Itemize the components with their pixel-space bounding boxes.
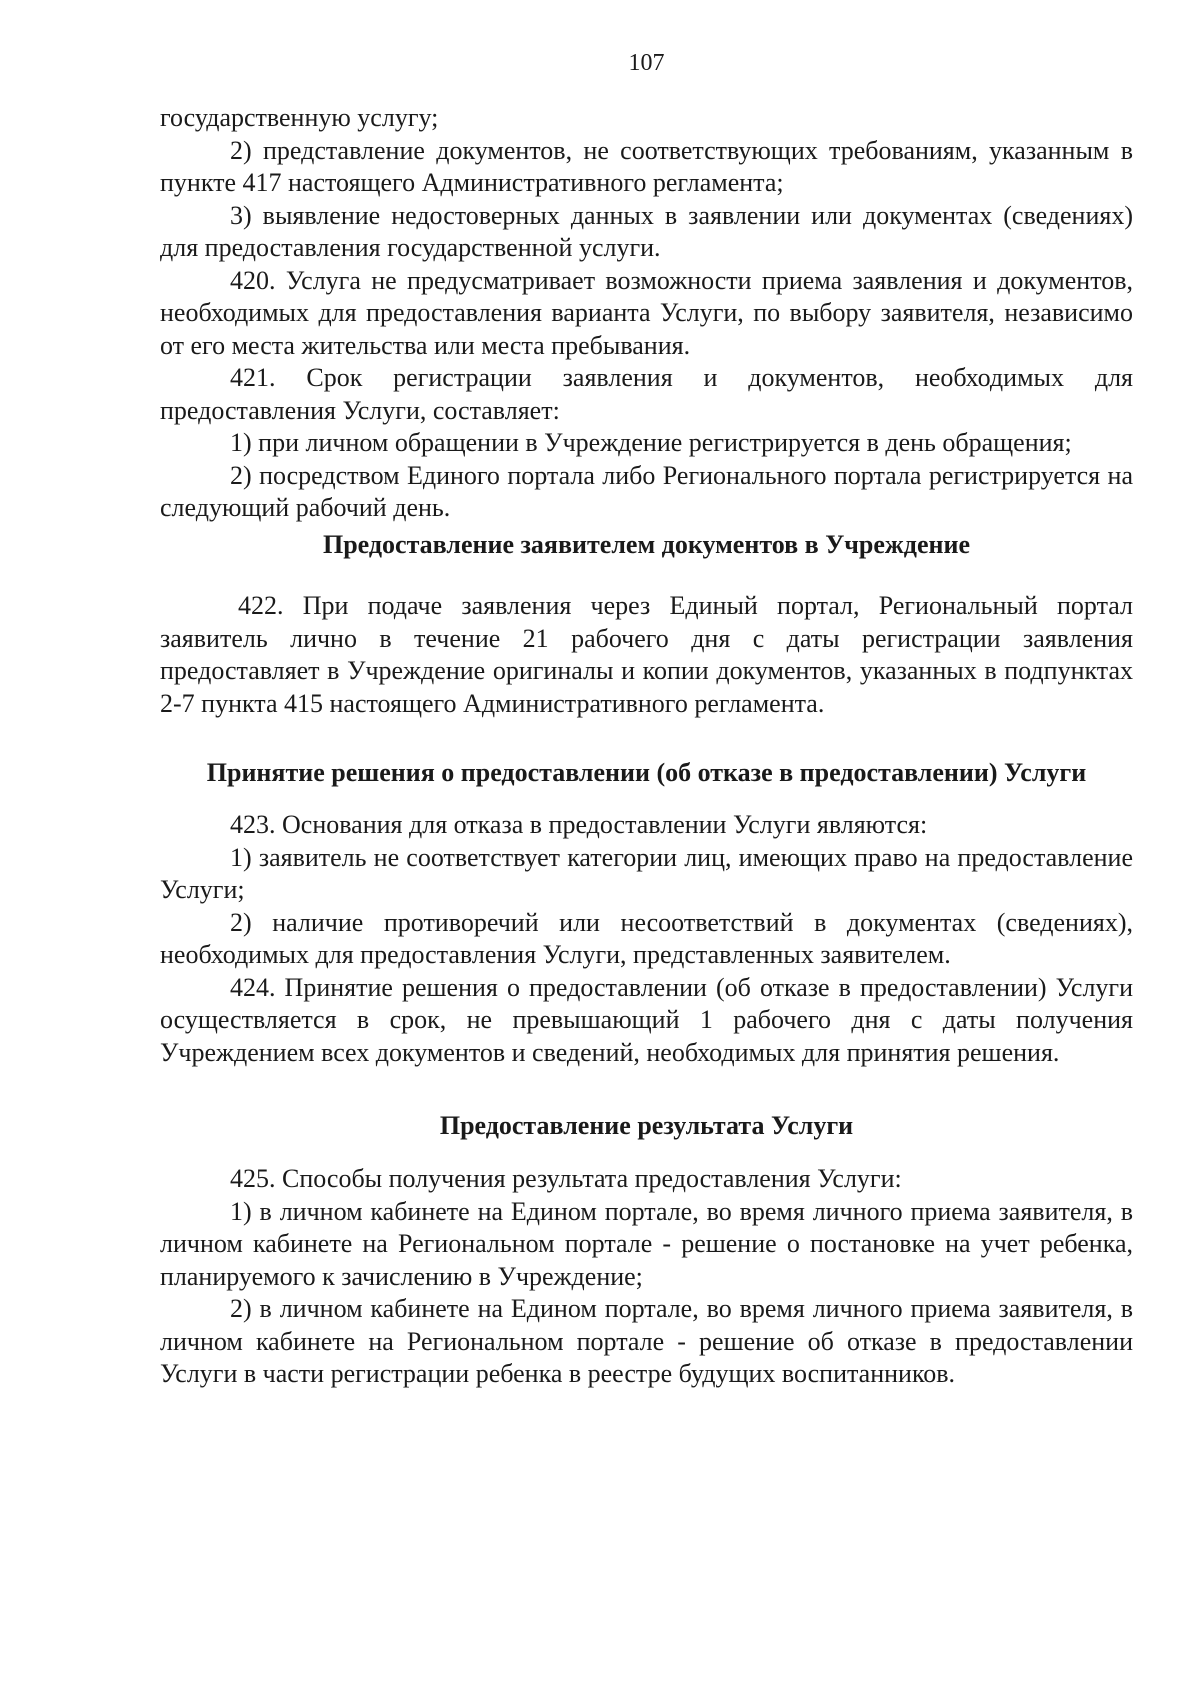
paragraph: 2) представление документов, не соответствующих требованиям, указанным в пункте 417 настоящего Административного регламента; [160,135,1133,197]
paragraph-group-section3 [160,1163,1133,1391]
paragraph-group-section2 [160,809,1133,1069]
section-heading: Предоставление заявителем документов в Учреждение [323,530,970,559]
paragraph: 423. Основания для отказа в предоставлении Услуги являются: [230,810,928,839]
paragraph: 2) наличие противоречий или несоответствий в документах (сведениях), необходимых для предоставления Услуги, представленных заявителем. [160,907,1133,969]
paragraph: 3) выявление недостоверных данных в заявлении или документах (сведениях) для предоставления государственной услуги. [160,200,1133,262]
paragraph: 422. При подаче заявления через Единый портал, Региональный портал заявитель лично в течение 21 рабочего дня с даты регистрации заявления предоставляет в Учреждение оригиналы и копии документов, указанных в подпунктах 2-7 пункта 415 настоящего Административного регламента. [160,591,1133,718]
paragraph: 2) посредством Единого портала либо Регионального портала регистрируется на следующий рабочий день. [160,460,1133,522]
paragraph: 1) заявитель не соответствует категории лиц, имеющих право на предоставление Услуги; [160,842,1133,904]
section-heading: Предоставление результата Услуги [439,1111,854,1140]
paragraph: 421. Срок регистрации заявления и документов, необходимых для предоставления Услуги, составляет: [160,363,1133,425]
paragraph-group-top [160,102,1133,525]
paragraph: 1) в личном кабинете на Едином портале, во время личного приема заявителя, в личном кабинете на Региональном портале - решение о постановке на учет ребенка, планируемого к зачислению в Учреждение; [160,1196,1133,1291]
paragraph: 424. Принятие решения о предоставлении (об отказе в предоставлении) Услуги осуществляется в срок, не превышающий 1 рабочего дня с даты получения Учреждением всех документов и сведений, необходимых для принятия решения. [160,972,1133,1067]
paragraph-group-section1 [160,590,1133,720]
paragraph: 420. Услуга не предусматривает возможности приема заявления и документов, необходимых для предоставления варианта Услуги, по выбору заявителя, независимо от его места жительства или места пребывания. [160,265,1133,360]
section-heading: Принятие решения о предоставлении (об отказе в предоставлении) Услуги [206,758,1087,787]
paragraph: 425. Способы получения результата предоставления Услуги: [230,1164,902,1193]
paragraph: 2) в личном кабинете на Едином портале, во время личного приема заявителя, в личном кабинете на Региональном портале - решение об отказе в предоставлении Услуги в части регистрации ребенка в реестре будущих воспитанников. [160,1294,1133,1388]
paragraph: 1) при личном обращении в Учреждение регистрируется в день обращения; [230,428,1072,457]
page-number: 107 [628,50,665,76]
paragraph: государственную услугу; [160,103,439,132]
